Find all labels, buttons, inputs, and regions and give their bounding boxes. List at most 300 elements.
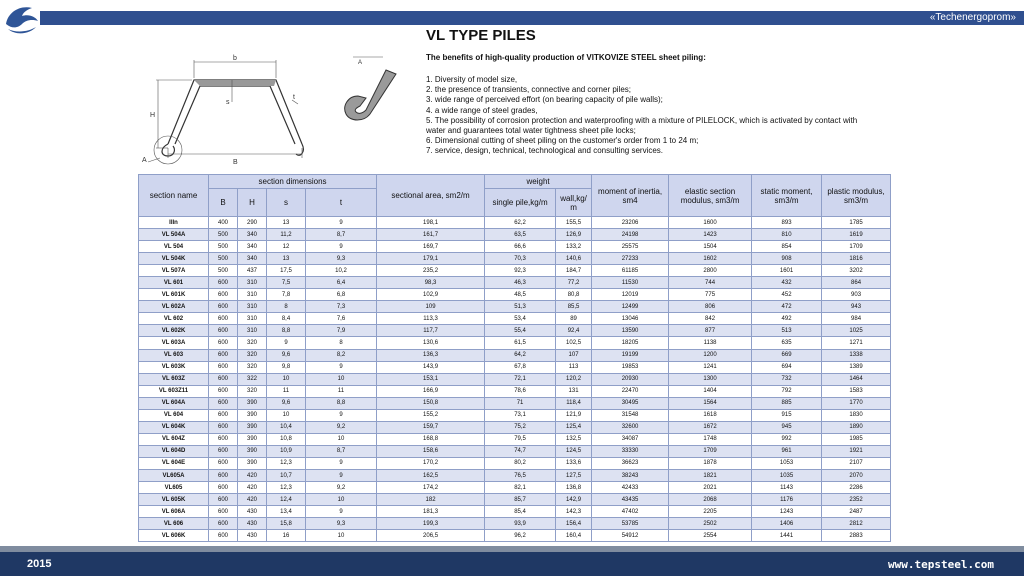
table-row [139,397,891,409]
cell-elastic: 1709 [669,445,752,457]
cell-wall: 118,4 [556,397,592,409]
cell-wall: 127,5 [556,469,592,481]
cell-elastic: 1878 [669,457,752,469]
footer-year: 2015 [27,558,52,570]
cell-single: 61,5 [485,337,556,349]
cell-t: 7,6 [306,313,377,325]
cell-H: 430 [238,518,267,530]
cell-s: 10 [267,373,306,385]
cell-s: 9,6 [267,349,306,361]
cell-elastic: 1138 [669,337,752,349]
cell-elastic: 1618 [669,409,752,421]
cell-plastic: 1025 [822,325,891,337]
header-s: s [267,189,306,217]
cell-inertia: 19199 [592,349,669,361]
cell-elastic: 1200 [669,349,752,361]
cell-plastic: 1709 [822,241,891,253]
cell-B: 500 [209,241,238,253]
cell-elastic: 2502 [669,518,752,530]
cell-B: 600 [209,397,238,409]
cell-static: 810 [752,229,822,241]
cell-s: 15,8 [267,518,306,530]
table-row [139,421,891,433]
cell-H: 390 [238,445,267,457]
cell-elastic: 842 [669,313,752,325]
table-body [139,217,891,542]
cell-s: 10,4 [267,421,306,433]
cell-name: VL 601K [139,289,209,301]
cell-area: 109 [377,301,485,313]
cell-single: 78,6 [485,385,556,397]
cell-elastic: 2021 [669,482,752,494]
cell-area: 166,9 [377,385,485,397]
cell-single: 55,4 [485,325,556,337]
benefit-item: 3. wide range of perceived effort (on bearing capacity of pile walls); [426,95,663,105]
cell-B: 400 [209,217,238,229]
cell-s: 12 [267,241,306,253]
cell-B: 600 [209,445,238,457]
cell-s: 7,8 [267,289,306,301]
cell-plastic: 3202 [822,265,891,277]
cell-t: 9,2 [306,482,377,494]
page-subtitle: The benefits of high-quality production of VITKOVIZE STEEL sheet piling: [426,53,706,62]
cell-H: 290 [238,217,267,229]
cell-name: VL 602 [139,313,209,325]
cell-B: 600 [209,301,238,313]
cell-inertia: 13590 [592,325,669,337]
cell-s: 8,8 [267,325,306,337]
cell-area: 150,8 [377,397,485,409]
cell-H: 430 [238,530,267,542]
cell-inertia: 23206 [592,217,669,229]
cell-H: 320 [238,361,267,373]
cell-elastic: 775 [669,289,752,301]
cell-t: 10,2 [306,265,377,277]
cell-plastic: 1921 [822,445,891,457]
cell-s: 11 [267,385,306,397]
cell-wall: 107 [556,349,592,361]
cell-name: VL 606 [139,518,209,530]
cell-name: VL 602K [139,325,209,337]
cell-inertia: 30495 [592,397,669,409]
cell-static: 732 [752,373,822,385]
cell-wall: 80,8 [556,289,592,301]
cell-wall: 142,3 [556,506,592,518]
table-row [139,469,891,481]
cell-static: 1035 [752,469,822,481]
cell-inertia: 38243 [592,469,669,481]
cell-plastic: 2487 [822,506,891,518]
cell-static: 432 [752,277,822,289]
cell-inertia: 19853 [592,361,669,373]
cell-t: 8 [306,337,377,349]
dim-label-b: b [233,55,237,62]
cell-name: VL 604 [139,409,209,421]
cell-name: VL 603 [139,349,209,361]
cell-t: 7,3 [306,301,377,313]
cell-inertia: 13046 [592,313,669,325]
cell-inertia: 11530 [592,277,669,289]
cell-B: 600 [209,518,238,530]
table-row [139,433,891,445]
cell-area: 181,3 [377,506,485,518]
header-plastic-modulus: plastic modulus, sm3/m [822,175,891,217]
benefit-item: 7. service, design, technical, technological and consulting services. [426,146,664,156]
cell-B: 600 [209,530,238,542]
cell-H: 340 [238,253,267,265]
cell-area: 162,5 [377,469,485,481]
cell-static: 669 [752,349,822,361]
cell-name: VL605A [139,469,209,481]
cell-static: 1053 [752,457,822,469]
table-row [139,325,891,337]
cell-single: 63,5 [485,229,556,241]
cell-plastic: 1985 [822,433,891,445]
cell-plastic: 1583 [822,385,891,397]
cell-area: 130,6 [377,337,485,349]
cell-area: 98,3 [377,277,485,289]
cell-t: 10 [306,530,377,542]
cell-area: 199,3 [377,518,485,530]
cell-t: 9,2 [306,421,377,433]
cell-plastic: 2883 [822,530,891,542]
cell-name: VL 601 [139,277,209,289]
table-row [139,253,891,265]
cell-B: 600 [209,506,238,518]
cell-area: 117,7 [377,325,485,337]
cell-inertia: 54912 [592,530,669,542]
cell-area: 102,9 [377,289,485,301]
cell-wall: 136,8 [556,482,592,494]
cell-H: 437 [238,265,267,277]
cell-B: 600 [209,494,238,506]
cell-plastic: 943 [822,301,891,313]
cell-inertia: 36623 [592,457,669,469]
cell-inertia: 33330 [592,445,669,457]
cell-plastic: 2812 [822,518,891,530]
cell-wall: 113 [556,361,592,373]
cell-elastic: 1821 [669,469,752,481]
cell-elastic: 1504 [669,241,752,253]
cell-plastic: 1770 [822,397,891,409]
cell-static: 915 [752,409,822,421]
cell-wall: 124,5 [556,445,592,457]
cell-inertia: 34087 [592,433,669,445]
detail-label-A: A [358,60,363,66]
cell-single: 73,1 [485,409,556,421]
cell-elastic: 1564 [669,397,752,409]
header-elastic-section-modulus: elastic section modulus, sm3/m [669,175,752,217]
cell-static: 961 [752,445,822,457]
cell-s: 16 [267,530,306,542]
cell-wall: 85,5 [556,301,592,313]
cell-s: 9,8 [267,361,306,373]
cell-plastic: 864 [822,277,891,289]
table-row [139,217,891,229]
cell-s: 13,4 [267,506,306,518]
cell-plastic: 1464 [822,373,891,385]
table-row [139,373,891,385]
cell-name: IIIn [139,217,209,229]
cell-B: 600 [209,433,238,445]
cell-wall: 89 [556,313,592,325]
cell-H: 310 [238,289,267,301]
cell-static: 1143 [752,482,822,494]
cell-name: VL 606A [139,506,209,518]
cell-single: 71 [485,397,556,409]
cell-wall: 133,2 [556,241,592,253]
cell-plastic: 1830 [822,409,891,421]
cell-name: VL 603A [139,337,209,349]
table-row [139,482,891,494]
cell-single: 46,3 [485,277,556,289]
dim-label-A: A [142,157,147,164]
cell-name: VL 504K [139,253,209,265]
cell-inertia: 53785 [592,518,669,530]
cell-plastic: 984 [822,313,891,325]
lock-detail [345,70,396,120]
cell-t: 10 [306,494,377,506]
cell-elastic: 806 [669,301,752,313]
cell-H: 340 [238,241,267,253]
cell-t: 10 [306,373,377,385]
cell-static: 513 [752,325,822,337]
cell-area: 161,7 [377,229,485,241]
cell-single: 64,2 [485,349,556,361]
cell-static: 1406 [752,518,822,530]
cell-elastic: 1300 [669,373,752,385]
cell-area: 170,2 [377,457,485,469]
cell-elastic: 2554 [669,530,752,542]
cell-name: VL 604E [139,457,209,469]
cell-single: 62,2 [485,217,556,229]
header-sectional-area: sectional area, sm2/m [377,175,485,217]
cell-t: 9 [306,457,377,469]
cell-inertia: 42433 [592,482,669,494]
cell-B: 600 [209,313,238,325]
cell-single: 70,3 [485,253,556,265]
cell-H: 320 [238,349,267,361]
cell-s: 12,3 [267,457,306,469]
header-H: H [238,189,267,217]
cell-H: 420 [238,494,267,506]
cell-B: 600 [209,337,238,349]
header-bar [40,11,1024,25]
cell-wall: 131 [556,385,592,397]
cell-name: VL 604K [139,421,209,433]
cell-static: 452 [752,289,822,301]
cell-name: VL 606K [139,530,209,542]
cell-plastic: 1890 [822,421,891,433]
cell-wall: 77,2 [556,277,592,289]
cell-area: 136,3 [377,349,485,361]
table-row [139,530,891,542]
page-title: VL TYPE PILES [426,27,536,44]
dim-label-s: s [226,99,230,106]
cell-B: 600 [209,289,238,301]
cell-H: 420 [238,482,267,494]
cell-plastic: 1338 [822,349,891,361]
cell-static: 1441 [752,530,822,542]
table-row [139,361,891,373]
cell-s: 8,4 [267,313,306,325]
cell-name: VL605 [139,482,209,494]
cell-H: 390 [238,397,267,409]
cell-static: 992 [752,433,822,445]
table-header [139,175,891,217]
cell-B: 600 [209,277,238,289]
sheet-pile-diagram [138,52,423,170]
table-row [139,241,891,253]
cell-elastic: 877 [669,325,752,337]
cell-static: 893 [752,217,822,229]
cell-plastic: 1389 [822,361,891,373]
header-wall: wall,kg/ m [556,189,592,217]
cell-name: VL 604Z [139,433,209,445]
table-row [139,445,891,457]
cell-static: 1243 [752,506,822,518]
cell-s: 12,3 [267,482,306,494]
cell-plastic: 1619 [822,229,891,241]
cell-t: 8,2 [306,349,377,361]
cell-inertia: 61185 [592,265,669,277]
cell-s: 17,5 [267,265,306,277]
cell-elastic: 1672 [669,421,752,433]
cell-inertia: 43435 [592,494,669,506]
cell-H: 340 [238,229,267,241]
cell-single: 51,3 [485,301,556,313]
cell-t: 6,4 [306,277,377,289]
cell-H: 320 [238,337,267,349]
cell-name: VL 507A [139,265,209,277]
cell-wall: 125,4 [556,421,592,433]
cell-single: 79,5 [485,433,556,445]
cell-wall: 132,5 [556,433,592,445]
cell-t: 9 [306,361,377,373]
cell-single: 76,5 [485,469,556,481]
cell-area: 159,7 [377,421,485,433]
brand-name: «Techenergoprom» [929,12,1016,23]
cell-B: 500 [209,229,238,241]
benefit-item: 2. the presence of transients, connective and corner piles; [426,85,632,95]
table-row [139,409,891,421]
table-row [139,518,891,530]
cell-single: 85,4 [485,506,556,518]
cell-inertia: 20930 [592,373,669,385]
cell-H: 430 [238,506,267,518]
cell-B: 600 [209,373,238,385]
cell-single: 96,2 [485,530,556,542]
cell-static: 694 [752,361,822,373]
cell-s: 7,5 [267,277,306,289]
table-row [139,494,891,506]
cell-static: 472 [752,301,822,313]
cell-B: 600 [209,385,238,397]
cell-static: 854 [752,241,822,253]
cell-t: 6,8 [306,289,377,301]
cell-B: 500 [209,253,238,265]
cell-H: 390 [238,457,267,469]
benefits-list [426,75,876,157]
cell-single: 82,1 [485,482,556,494]
cell-t: 9 [306,241,377,253]
cell-area: 179,1 [377,253,485,265]
cell-H: 310 [238,313,267,325]
cell-area: 182 [377,494,485,506]
cell-H: 390 [238,421,267,433]
cell-B: 600 [209,421,238,433]
cell-area: 169,7 [377,241,485,253]
cell-H: 310 [238,325,267,337]
cell-static: 635 [752,337,822,349]
cell-s: 11,2 [267,229,306,241]
cell-plastic: 2286 [822,482,891,494]
cell-t: 9 [306,506,377,518]
cell-single: 92,3 [485,265,556,277]
cell-t: 9 [306,217,377,229]
cell-wall: 140,6 [556,253,592,265]
table-row [139,289,891,301]
cell-s: 8 [267,301,306,313]
cell-wall: 92,4 [556,325,592,337]
cell-s: 10,7 [267,469,306,481]
cell-elastic: 1602 [669,253,752,265]
cell-t: 9,3 [306,253,377,265]
table-row [139,457,891,469]
cell-plastic: 1816 [822,253,891,265]
cell-name: VL 504A [139,229,209,241]
cell-H: 390 [238,409,267,421]
cell-elastic: 1423 [669,229,752,241]
cell-inertia: 31548 [592,409,669,421]
cell-single: 72,1 [485,373,556,385]
cell-single: 85,7 [485,494,556,506]
cell-inertia: 47402 [592,506,669,518]
cell-wall: 102,5 [556,337,592,349]
table-row [139,506,891,518]
cell-inertia: 32600 [592,421,669,433]
benefit-item: 1. Diversity of model size, [426,75,518,84]
cell-plastic: 2107 [822,457,891,469]
cell-single: 75,2 [485,421,556,433]
cell-wall: 184,7 [556,265,592,277]
benefit-item: 5. The possibility of corrosion protection and waterproofing with a mixture of PILELOCK, which is activated by contact with water and guarantees total water tightness sheet pile locks; [426,115,858,136]
dim-label-H: H [150,112,156,119]
cell-single: 66,6 [485,241,556,253]
cell-t: 9,3 [306,518,377,530]
cell-wall: 156,4 [556,518,592,530]
table-row [139,265,891,277]
cell-plastic: 903 [822,289,891,301]
pile-specs-table-wrapper [138,174,890,542]
cell-name: VL 603K [139,361,209,373]
cell-name: VL 604D [139,445,209,457]
benefit-item: 4. a wide range of steel grades, [426,105,538,115]
cell-B: 600 [209,409,238,421]
cell-single: 48,5 [485,289,556,301]
cell-H: 322 [238,373,267,385]
cell-wall: 155,5 [556,217,592,229]
cell-t: 9 [306,469,377,481]
cell-inertia: 24198 [592,229,669,241]
cell-name: VL 603Z [139,373,209,385]
cell-inertia: 12499 [592,301,669,313]
cell-static: 1176 [752,494,822,506]
cell-H: 310 [238,301,267,313]
table-row [139,301,891,313]
cell-wall: 121,9 [556,409,592,421]
cell-elastic: 2205 [669,506,752,518]
